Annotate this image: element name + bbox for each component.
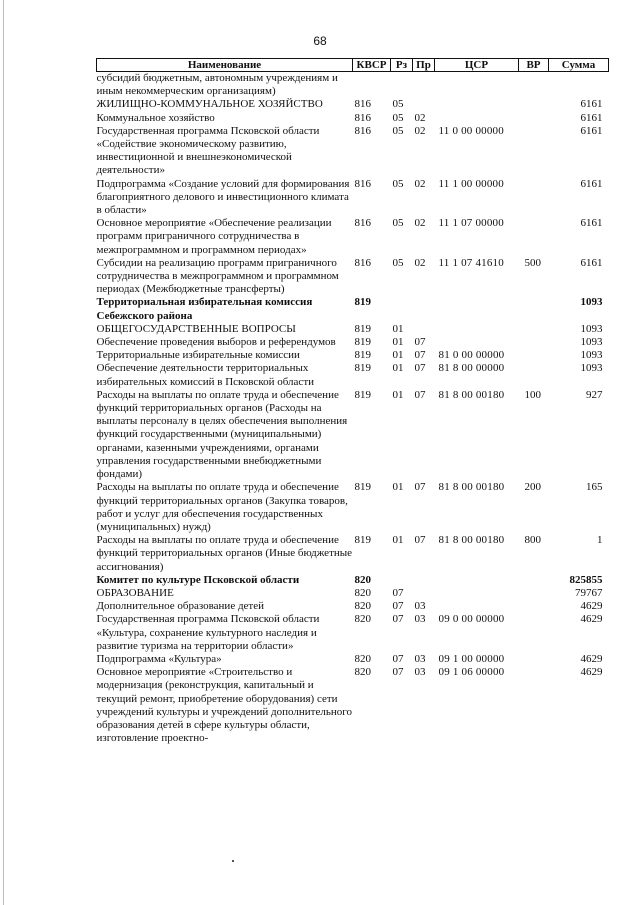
row-sum: 6161 [580, 124, 603, 137]
table-row [97, 336, 609, 349]
row-sum [549, 72, 609, 99]
row-sum: 6161 [580, 98, 603, 111]
scan-edge-line [3, 0, 4, 905]
table-row [97, 178, 609, 218]
row-kvsr: 816 [354, 111, 371, 124]
row-rz: 01 [392, 336, 404, 349]
row-vr [519, 72, 549, 99]
table-row [97, 217, 609, 257]
row-name: ОБРАЗОВАНИЕ [96, 586, 174, 599]
row-sum: 165 [586, 481, 603, 494]
row-csr [435, 336, 519, 349]
row-rz: 07 [392, 652, 404, 665]
row-vr [519, 574, 549, 587]
scan-dot [232, 860, 234, 862]
row-kvsr: 820 [354, 586, 371, 599]
row-sum: 4629 [580, 613, 603, 626]
row-vr [519, 178, 549, 218]
row-rz: 05 [392, 217, 404, 230]
row-rz [391, 296, 413, 322]
row-pr [413, 574, 435, 587]
budget-table [96, 58, 609, 745]
row-kvsr: 816 [354, 217, 371, 230]
row-sum: 1093 [580, 336, 603, 349]
row-vr: 200 [524, 481, 541, 494]
row-csr [435, 600, 519, 613]
row-csr: 09 1 06 00000 [438, 666, 505, 679]
row-name: Территориальные избирательные комиссии [96, 349, 300, 362]
row-kvsr: 819 [354, 481, 371, 494]
row-vr [519, 217, 549, 257]
row-sum: 1093 [580, 349, 603, 362]
row-vr [519, 613, 549, 653]
row-name: ОБЩЕГОСУДАРСТВЕННЫЕ ВОПРОСЫ [96, 322, 296, 335]
row-rz: 01 [392, 322, 404, 335]
row-rz: 01 [392, 362, 404, 375]
row-kvsr: 820 [354, 600, 371, 613]
row-kvsr: 820 [354, 613, 371, 626]
row-kvsr: 819 [354, 296, 371, 309]
row-csr: 81 8 00 00180 [438, 481, 505, 494]
row-kvsr: 820 [354, 573, 371, 586]
table-row [97, 653, 609, 666]
row-pr: 03 [414, 600, 426, 613]
row-csr: 81 8 00 00180 [438, 388, 505, 401]
row-name: Основное мероприятие «Обеспечение реализации программ приграничного сотрудничества в межпрограммном и программном периодах» [96, 217, 332, 256]
table-row [97, 349, 609, 362]
row-name: Комитет по культуре Псковской области [96, 573, 300, 586]
row-name: Подпрограмма «Культура» [96, 652, 222, 665]
row-kvsr [353, 72, 391, 99]
table-row [97, 72, 609, 99]
header-kvsr: КВСР [353, 59, 391, 72]
row-name: ЖИЛИЩНО-КОММУНАЛЬНОЕ ХОЗЯЙСТВО [96, 98, 323, 111]
row-rz: 07 [392, 586, 404, 599]
row-sum: 927 [586, 388, 603, 401]
row-kvsr: 816 [354, 98, 371, 111]
row-rz: 07 [392, 600, 404, 613]
row-pr: 03 [414, 652, 426, 665]
row-kvsr: 819 [354, 388, 371, 401]
row-csr: 11 1 00 00000 [438, 177, 504, 190]
row-rz [391, 574, 413, 587]
row-vr [519, 125, 549, 178]
row-pr: 02 [414, 111, 426, 124]
row-csr: 09 0 00 00000 [438, 613, 505, 626]
row-pr: 02 [414, 217, 426, 230]
row-rz: 01 [392, 534, 404, 547]
table-row [97, 574, 609, 587]
table-row [97, 257, 609, 297]
row-name: Государственная программа Псковской области «Содействие экономическому развитию, инвестиционной и внешнеэкономической деятельности» [96, 124, 320, 177]
row-csr: 81 0 00 00000 [438, 349, 505, 362]
row-sum: 1 [597, 534, 603, 547]
row-pr: 07 [414, 336, 426, 349]
row-vr [519, 112, 549, 125]
row-pr: 07 [414, 388, 426, 401]
row-csr [435, 296, 519, 322]
row-kvsr: 816 [354, 256, 371, 269]
row-csr: 11 0 00 00000 [438, 124, 504, 137]
header-name: Наименование [97, 59, 353, 72]
row-sum: 6161 [580, 177, 603, 190]
row-name: Территориальная избирательная комиссия Себежского района [96, 296, 313, 322]
row-rz: 05 [392, 98, 404, 111]
row-pr [413, 296, 435, 322]
row-rz: 01 [392, 388, 404, 401]
row-sum: 79767 [575, 586, 603, 599]
row-kvsr: 820 [354, 652, 371, 665]
row-kvsr: 816 [354, 124, 371, 137]
row-name: Расходы на выплаты по оплате труда и обеспечение функций территориальных органов (Расходы на выплаты персоналу в целях обеспечения выполнения функций государственными (муниципальными) органами, казенными учреждениями, органами управления государственными внебюджетными фондами) [96, 388, 348, 481]
row-rz: 05 [392, 124, 404, 137]
table-header [97, 59, 609, 72]
row-kvsr: 816 [354, 177, 371, 190]
row-name: субсидий бюджетным, автономным учреждениям и иным некоммерческим организациям) [96, 72, 338, 98]
row-name: Расходы на выплаты по оплате труда и обеспечение функций территориальных органов (Закупка товаров, работ и услуг для обеспечения государственных (муниципальных) нужд) [96, 481, 348, 533]
row-pr [413, 98, 435, 111]
row-pr: 02 [414, 177, 426, 190]
header-vr: ВР [519, 59, 549, 72]
table-row [97, 534, 609, 574]
row-pr: 03 [414, 613, 426, 626]
row-kvsr: 819 [354, 322, 371, 335]
row-pr: 02 [414, 256, 426, 269]
row-vr [519, 587, 549, 600]
row-sum: 1093 [580, 296, 603, 309]
header-pr: Пр [413, 59, 435, 72]
row-name: Государственная программа Псковской области «Культура, сохранение культурного наследия и развитие туризма на территории области» [96, 613, 320, 652]
table-row [97, 587, 609, 600]
row-vr [519, 349, 549, 362]
row-rz: 01 [392, 481, 404, 494]
row-csr: 09 1 00 00000 [438, 652, 505, 665]
row-name: Субсидии на реализацию программ приграничного сотрудничества в межпрограммном и программном периодах (Межбюджетные трансферты) [96, 256, 339, 296]
row-csr [435, 112, 519, 125]
row-pr: 03 [414, 666, 426, 679]
row-rz: 07 [392, 666, 404, 679]
table-body [97, 72, 609, 746]
table-row [97, 323, 609, 336]
row-vr [519, 296, 549, 322]
table-row [97, 389, 609, 481]
row-sum: 6161 [580, 217, 603, 230]
row-csr [435, 72, 519, 99]
row-vr [519, 362, 549, 388]
row-csr [435, 587, 519, 600]
table-row [97, 296, 609, 322]
row-vr: 500 [524, 256, 541, 269]
row-kvsr: 819 [354, 336, 371, 349]
row-name: Подпрограмма «Создание условий для формирования благоприятного делового и инвестиционного климата в области» [96, 177, 350, 217]
row-sum: 825855 [569, 573, 603, 586]
table-row [97, 98, 609, 111]
table-row [97, 112, 609, 125]
row-sum: 1093 [580, 322, 603, 335]
row-csr [435, 574, 519, 587]
row-kvsr: 820 [354, 666, 371, 679]
row-kvsr: 819 [354, 349, 371, 362]
row-name: Коммунальное хозяйство [96, 111, 215, 124]
row-csr [435, 323, 519, 336]
row-rz: 01 [392, 349, 404, 362]
row-sum: 6161 [580, 111, 603, 124]
row-rz: 05 [392, 177, 404, 190]
row-pr: 07 [414, 481, 426, 494]
row-kvsr: 819 [354, 362, 371, 375]
row-sum: 6161 [580, 256, 603, 269]
row-vr: 100 [524, 388, 541, 401]
page-number: 68 [313, 34, 327, 48]
row-csr: 81 8 00 00000 [438, 362, 505, 375]
row-vr [519, 666, 549, 745]
row-name: Дополнительное образование детей [96, 600, 265, 613]
row-csr: 11 1 07 41610 [438, 256, 504, 269]
row-pr: 07 [414, 362, 426, 375]
row-vr [519, 600, 549, 613]
row-rz [391, 72, 413, 99]
row-name: Обеспечение проведения выборов и референдумов [96, 336, 336, 349]
row-name: Обеспечение деятельности территориальных избирательных комиссий в Псковской области [96, 362, 315, 388]
row-csr [435, 98, 519, 111]
table-row [97, 362, 609, 388]
table-row [97, 600, 609, 613]
row-pr [413, 72, 435, 99]
row-rz: 05 [392, 111, 404, 124]
row-csr: 81 8 00 00180 [438, 534, 505, 547]
row-csr: 11 1 07 00000 [438, 217, 504, 230]
header-rz: Рз [391, 59, 413, 72]
row-name: Основное мероприятие «Строительство и модернизация (реконструкция, капитальный и текущий ремонт, приобретение оборудования) сети учреждений культуры и учреждений дополнительного образования детей в сфере культуры области, изготовление проектно- [96, 666, 352, 745]
row-vr [519, 336, 549, 349]
table-row [97, 666, 609, 745]
row-sum: 4629 [580, 652, 603, 665]
row-rz: 07 [392, 613, 404, 626]
row-pr [413, 323, 435, 336]
table-row [97, 613, 609, 653]
row-kvsr: 819 [354, 534, 371, 547]
row-sum: 4629 [580, 600, 603, 613]
row-pr [413, 587, 435, 600]
row-vr [519, 98, 549, 111]
row-sum: 1093 [580, 362, 603, 375]
row-vr [519, 653, 549, 666]
table-row [97, 125, 609, 178]
row-rz: 05 [392, 256, 404, 269]
header-sum: Сумма [549, 59, 609, 72]
header-csr: ЦСР [435, 59, 519, 72]
row-pr: 07 [414, 534, 426, 547]
row-vr [519, 323, 549, 336]
row-name: Расходы на выплаты по оплате труда и обеспечение функций территориальных органов (Иные бюджетные ассигнования) [96, 534, 353, 573]
row-sum: 4629 [580, 666, 603, 679]
row-pr: 07 [414, 349, 426, 362]
row-vr: 800 [524, 534, 541, 547]
row-pr: 02 [414, 124, 426, 137]
table-row [97, 481, 609, 534]
